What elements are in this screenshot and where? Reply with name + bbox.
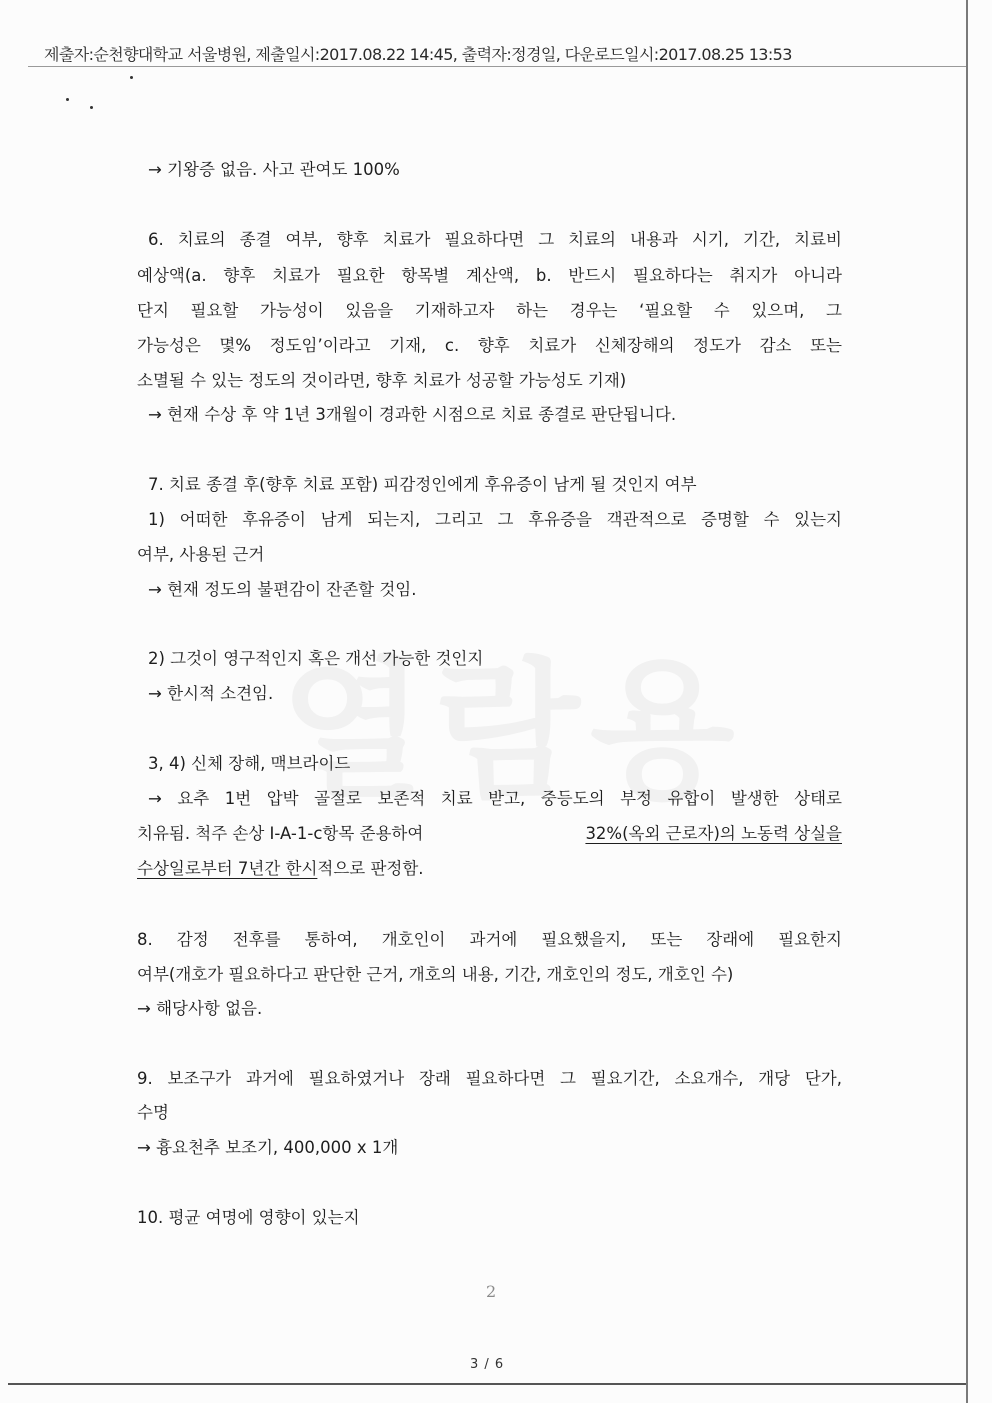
scan-speck <box>90 106 93 109</box>
question-7-1-line: 1) 어떠한 후유증이 남게 되는지, 그리고 그 후유증을 객관적으로 증명할 수 있는지 <box>148 510 842 529</box>
underlined-text: 32%(옥외 근로자)의 노동력 상실을 <box>585 824 842 843</box>
answer-line: → 흉요천추 보조기, 400,000 x 1개 <box>137 1138 399 1157</box>
page-number: 2 <box>486 1282 497 1301</box>
answer-line: → 현재 수상 후 약 1년 3개월이 경과한 시점으로 치료 종결로 판단됩니다. <box>148 405 677 424</box>
answer-line: → 기왕증 없음. 사고 관여도 100% <box>148 160 400 179</box>
underlined-text: 수상일로부터 7년간 한시 <box>137 859 318 878</box>
question-7-line: 7. 치료 종결 후(향후 치료 포함) 피감정인에게 후유증이 남게 될 것인지 여부 <box>148 475 697 494</box>
question-7-1-line: 여부, 사용된 근거 <box>137 545 265 564</box>
answer-text: 적으로 판정함. <box>317 859 424 878</box>
question-6-line: 가능성은 몇% 정도임’이라고 기재, c. 향후 치료가 신체장해의 정도가 감소 또는 <box>137 336 842 355</box>
submission-header: 제출자:순천향대학교 서울병원, 제출일시:2017.08.22 14:45, 출력자:정경일, 다운로드일시:2017.08.25 13:53 <box>44 45 792 64</box>
question-6-line: 소멸될 수 있는 정도의 것이라면, 향후 치료가 성공할 가능성도 기재) <box>137 371 627 390</box>
question-6-line: 단지 필요할 가능성이 있음을 기재하고자 하는 경우는 ‘필요할 수 있으며, 그 <box>137 301 842 320</box>
footer-rule <box>8 1383 966 1385</box>
question-8-line: 8. 감정 전후를 통하여, 개호인이 과거에 필요했을지, 또는 장래에 필요한지 <box>137 930 842 949</box>
question-9-line: 수명 <box>137 1103 169 1122</box>
answer-line: → 해당사항 없음. <box>137 999 263 1018</box>
question-7-2-line: 2) 그것이 영구적인지 혹은 개선 가능한 것인지 <box>148 649 484 668</box>
answer-line <box>137 855 424 879</box>
answer-line: → 현재 정도의 불편감이 잔존할 것임. <box>148 580 417 599</box>
question-6-line: 6. 치료의 종결 여부, 향후 치료가 필요하다면 그 치료의 내용과 시기, 기간, 치료비 <box>148 230 842 249</box>
question-7-3-line: 3, 4) 신체 장해, 맥브라이드 <box>148 754 351 773</box>
question-10-line: 10. 평균 여명에 영향이 있는지 <box>137 1208 360 1227</box>
answer-line: → 요추 1번 압박 골절로 보존적 치료 받고, 중등도의 부정 유합이 발생한 상태로 <box>148 789 842 808</box>
scan-speck <box>130 76 133 79</box>
header-rule <box>28 66 966 67</box>
page-count: 3 / 6 <box>470 1357 505 1372</box>
question-9-line: 9. 보조구가 과거에 필요하였거나 장래 필요하다면 그 필요기간, 소요개수, 개당 단가, <box>137 1069 842 1088</box>
answer-line <box>137 820 842 844</box>
answer-line: → 한시적 소견임. <box>148 684 274 703</box>
scan-speck <box>66 98 69 101</box>
answer-text: 치유됨. 척주 손상 I-A-1-c항목 준용하여 <box>137 824 424 843</box>
scan-border <box>966 0 968 1403</box>
question-8-line: 여부(개호가 필요하다고 판단한 근거, 개호의 내용, 기간, 개호인의 정도, 개호인 수) <box>137 965 734 984</box>
question-6-line: 예상액(a. 향후 치료가 필요한 항목별 계산액, b. 반드시 필요하다는 취지가 아니라 <box>137 266 842 285</box>
